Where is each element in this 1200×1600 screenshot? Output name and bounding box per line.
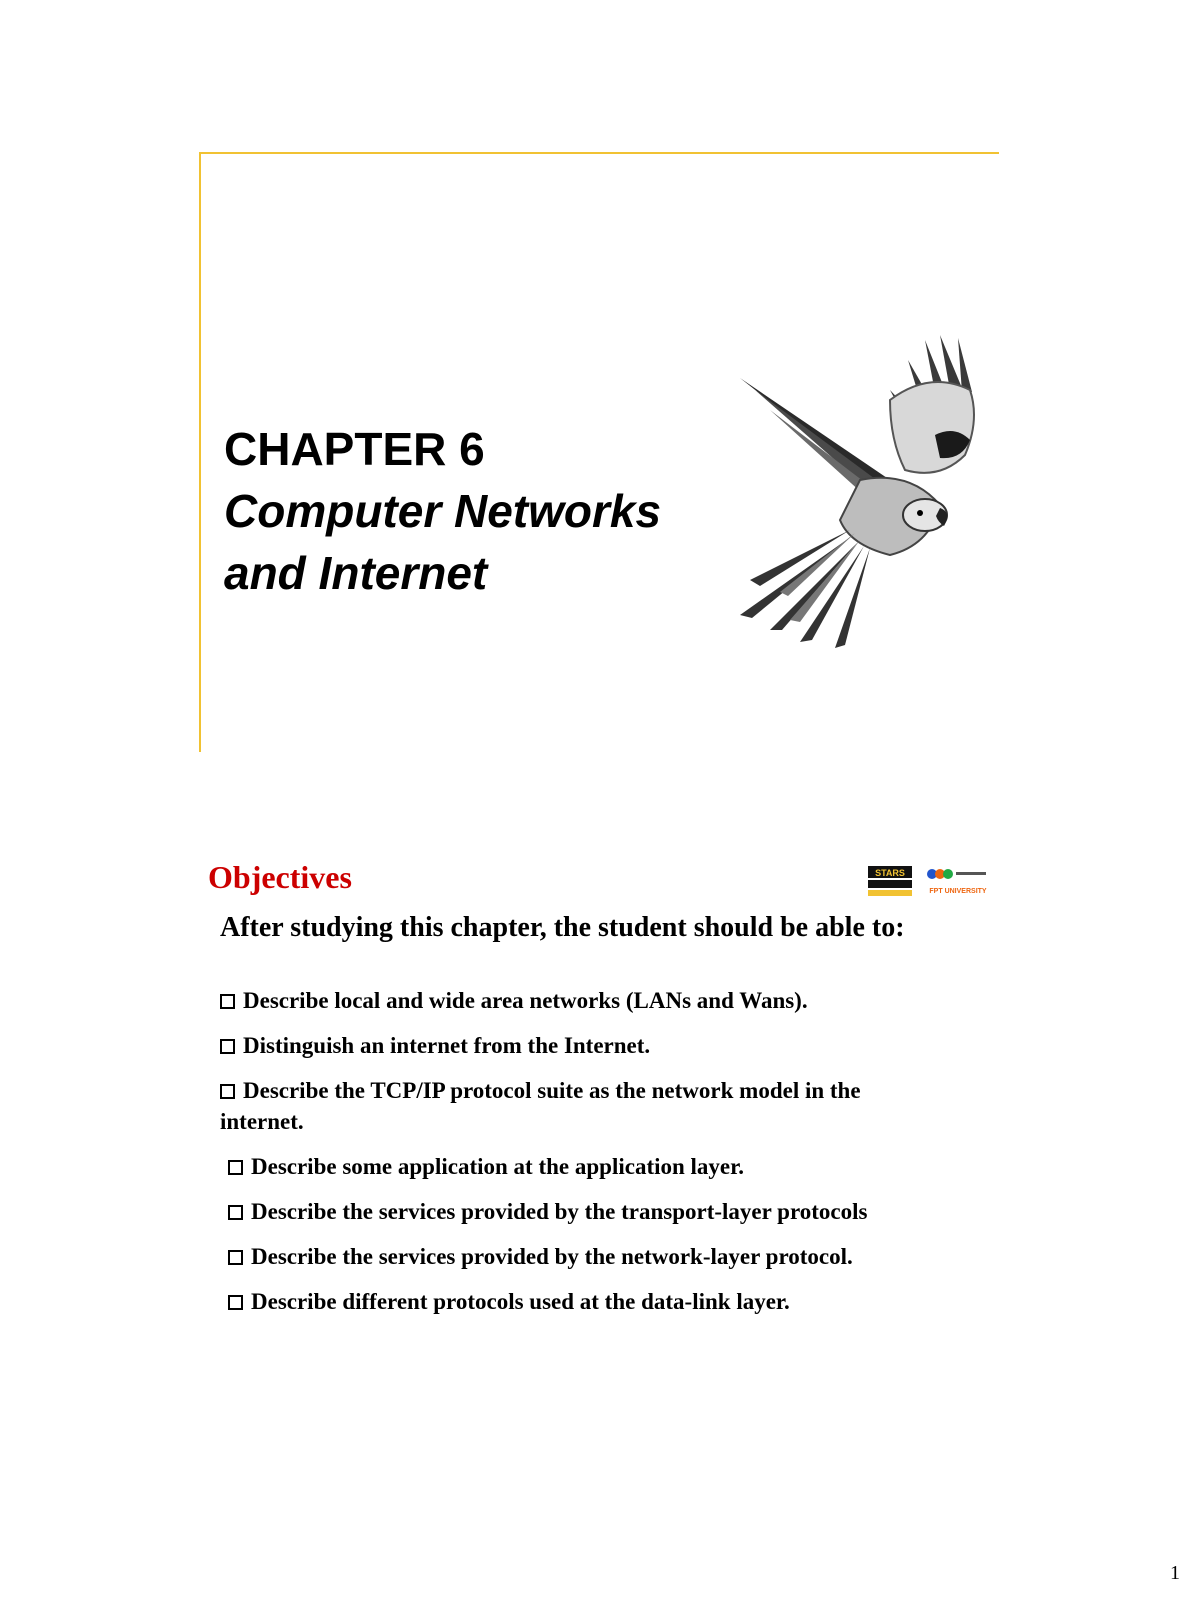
checkbox-bullet-icon — [220, 994, 235, 1009]
objective-item: Describe the services provided by the transport-layer protocols — [220, 1196, 868, 1227]
checkbox-bullet-icon — [228, 1205, 243, 1220]
checkbox-bullet-icon — [228, 1250, 243, 1265]
objective-item: Describe the TCP/IP protocol suite as the network model in the internet. — [220, 1078, 861, 1134]
chapter-subtitle-line2: and Internet — [224, 547, 488, 599]
chapter-title — [224, 418, 661, 604]
objectives-intro: After studying this chapter, the student should be able to: — [220, 912, 905, 943]
checkbox-bullet-icon — [228, 1295, 243, 1310]
logo-right-text: FPT UNIVERSITY — [929, 888, 987, 895]
logo-left-text: STARS — [875, 868, 905, 878]
university-logos — [868, 866, 993, 896]
objective-item: Describe local and wide area networks (LANs and Wans). — [220, 985, 980, 1016]
objective-item: Describe some application at the application layer. — [220, 1151, 980, 1182]
objectives-list — [220, 985, 980, 1331]
checkbox-bullet-icon — [228, 1160, 243, 1175]
checkbox-bullet-icon — [220, 1039, 235, 1054]
objective-item: Distinguish an internet from the Internet. — [220, 1030, 980, 1061]
chapter-number: CHAPTER 6 — [224, 423, 485, 475]
parrot-illustration — [740, 330, 1000, 650]
checkbox-bullet-icon — [220, 1084, 235, 1099]
page-number: 1 — [1170, 1562, 1180, 1584]
chapter-subtitle-line1: Computer Networks — [224, 485, 662, 537]
objective-item: Describe the services provided by the network-layer protocol. — [220, 1241, 980, 1272]
objective-item: Describe different protocols used at the data-link layer. — [220, 1286, 980, 1317]
frame-left-border — [199, 152, 201, 752]
objectives-title: Objectives — [208, 859, 352, 895]
frame-top-border — [199, 152, 999, 154]
